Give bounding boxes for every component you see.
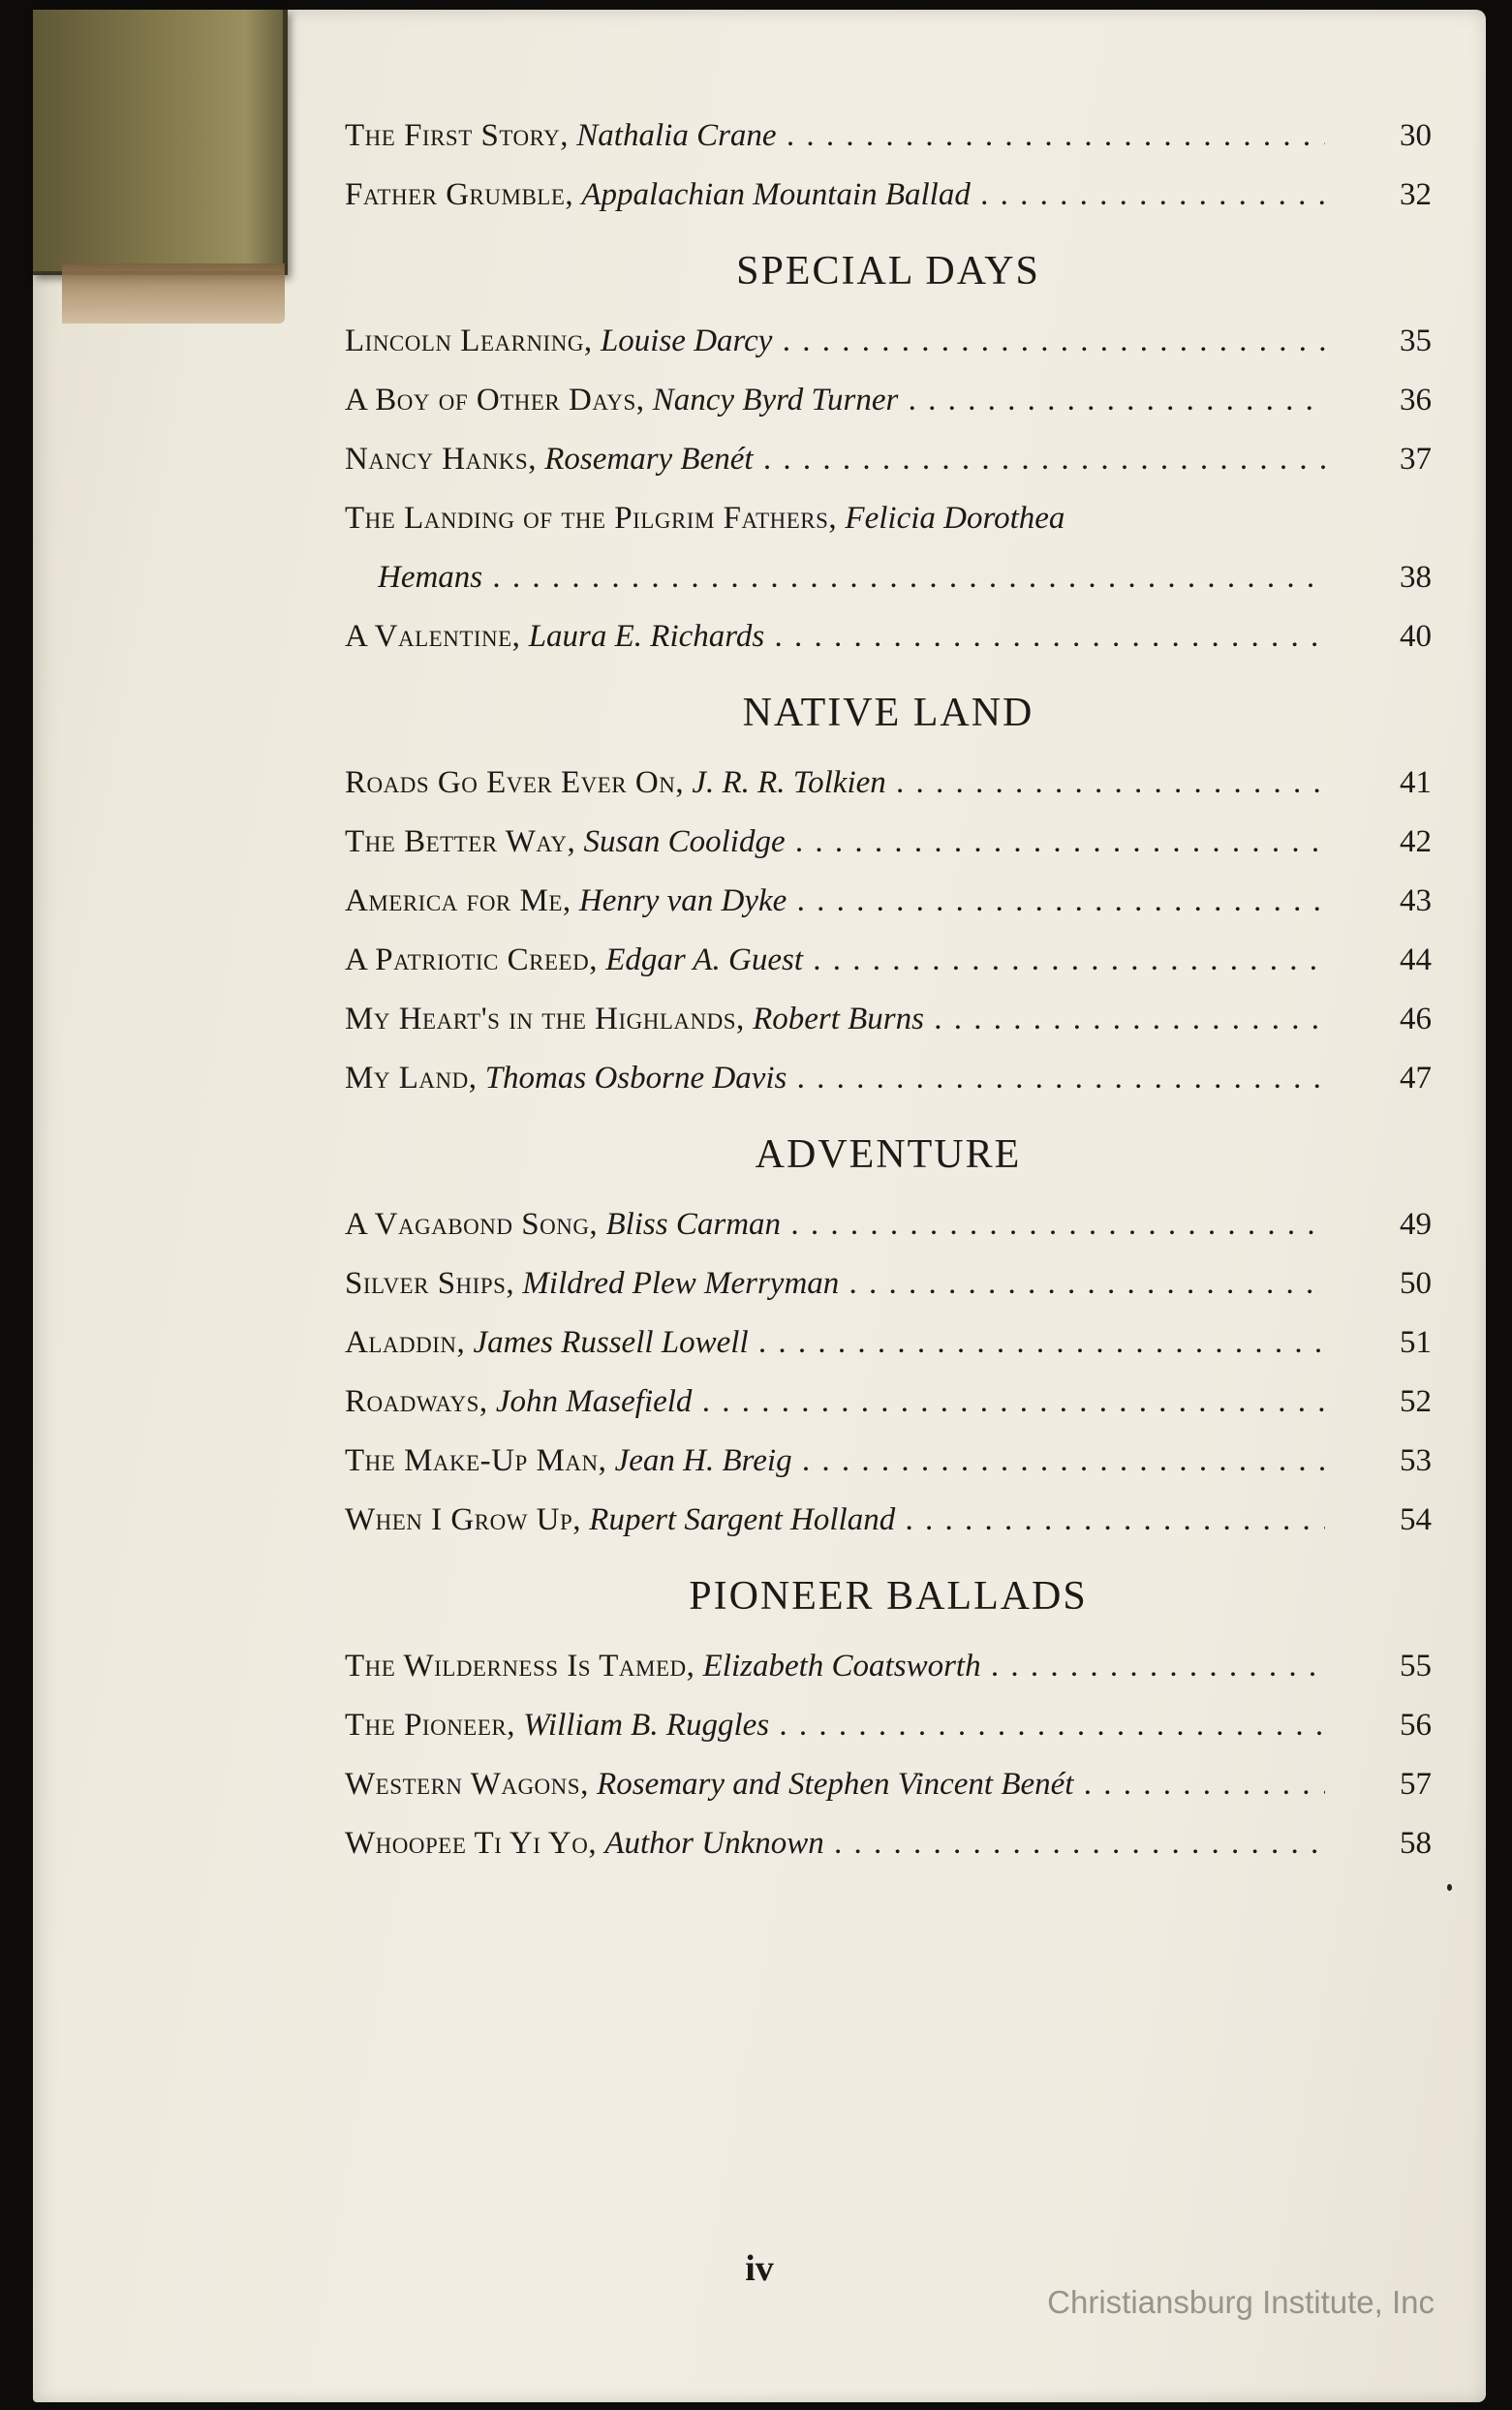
section-heading-native-land: NATIVE LAND	[742, 691, 1034, 735]
toc-entry	[345, 430, 1432, 489]
entry-title: The Landing of the Pilgrim Fathers,	[345, 501, 838, 536]
entry-title: The Better Way,	[345, 824, 576, 859]
entry-title: My Heart's in the Highlands,	[345, 1002, 745, 1036]
entry-title: Father Grumble,	[345, 177, 574, 212]
toc-entry	[345, 166, 1432, 225]
entry-author: Mildred Plew Merryman	[522, 1266, 840, 1301]
entry-title: The Make-Up Man,	[345, 1443, 607, 1478]
entry-author: Nancy Byrd Turner	[652, 383, 899, 417]
toc-entry	[345, 107, 1432, 166]
entry-author: Felicia Dorothea	[845, 501, 1065, 536]
entry-author: William B. Ruggles	[523, 1708, 770, 1743]
entry-page-number: 32	[1400, 177, 1432, 212]
watermark-text: Christiansburg Institute, Inc	[1047, 2284, 1435, 2320]
toc-entry	[345, 990, 1432, 1049]
entry-title: A Patriotic Creed,	[345, 942, 598, 977]
entry-title: America for Me,	[345, 883, 571, 918]
entry-title: The Wilderness Is Tamed,	[345, 1649, 695, 1684]
entry-page-number: 49	[1400, 1207, 1432, 1242]
entry-author: James Russell Lowell	[473, 1325, 749, 1360]
toc-entry	[345, 1432, 1432, 1491]
entry-author: J. R. R. Tolkien	[692, 765, 886, 800]
toc-entry	[345, 1637, 1432, 1696]
entry-page-number: 53	[1400, 1443, 1432, 1478]
section-heading-adventure: ADVENTURE	[755, 1132, 1022, 1177]
entry-author: Henry van Dyke	[578, 883, 787, 918]
entry-page-number: 55	[1400, 1649, 1432, 1684]
entry-author: John Masefield	[495, 1384, 693, 1419]
toc-entry	[345, 1491, 1432, 1550]
entry-page-number: 52	[1400, 1384, 1432, 1419]
entry-title: The First Story,	[345, 118, 570, 153]
entry-page-number: 42	[1400, 824, 1432, 859]
entry-page-number: 44	[1400, 942, 1432, 977]
toc-entry	[345, 312, 1432, 371]
entry-author: Edgar A. Guest	[605, 942, 804, 977]
entry-page-number: 54	[1400, 1502, 1432, 1537]
entry-author: Elizabeth Coatsworth	[702, 1649, 981, 1684]
entry-author: Laura E. Richards	[528, 619, 765, 654]
entry-author: Nathalia Crane	[576, 118, 777, 153]
entry-title: Roads Go Ever Ever On,	[345, 765, 685, 800]
table-of-contents	[345, 107, 1432, 1873]
paper-speck	[1447, 1884, 1452, 1891]
entry-author: Appalachian Mountain Ballad	[581, 177, 971, 212]
toc-entry	[345, 1254, 1432, 1313]
toc-entry	[345, 1313, 1432, 1373]
entry-author: Susan Coolidge	[583, 824, 786, 859]
entry-author: Robert Burns	[753, 1002, 924, 1036]
entry-page-number: 51	[1400, 1325, 1432, 1360]
toc-entry	[345, 754, 1432, 813]
page-tab-marker	[33, 10, 288, 275]
toc-entry	[345, 1696, 1432, 1755]
entry-title: Lincoln Learning,	[345, 324, 593, 358]
toc-entry	[345, 1195, 1432, 1254]
entry-title: A Boy of Other Days,	[345, 383, 645, 417]
entry-title: When I Grow Up,	[345, 1502, 582, 1537]
entry-page-number: 40	[1400, 619, 1432, 654]
entry-page-number: 43	[1400, 883, 1432, 918]
page-folio-number: iv	[745, 2248, 774, 2289]
entry-title: Whoopee Ti Yi Yo,	[345, 1826, 598, 1861]
toc-entry	[345, 1814, 1432, 1873]
entry-page-number: 46	[1400, 1002, 1432, 1036]
entry-page-number: 41	[1400, 765, 1432, 800]
section-heading-pioneer-ballads: PIONEER BALLADS	[689, 1574, 1088, 1619]
entry-title: Silver Ships,	[345, 1266, 515, 1301]
toc-entry	[345, 371, 1432, 430]
entry-title: Nancy Hanks,	[345, 442, 537, 477]
entry-page-number: 30	[1400, 118, 1432, 153]
entry-author-continued: Hemans	[378, 560, 483, 595]
entry-title: The Pioneer,	[345, 1708, 515, 1743]
entry-page-number: 38	[1400, 560, 1432, 595]
entry-page-number: 36	[1400, 383, 1432, 417]
toc-entry	[345, 607, 1432, 666]
page-tab-fold	[62, 263, 285, 324]
toc-entry	[345, 813, 1432, 872]
toc-entry	[345, 1049, 1432, 1108]
entry-page-number: 37	[1400, 442, 1432, 477]
toc-entry	[345, 489, 1432, 607]
entry-page-number: 35	[1400, 324, 1432, 358]
entry-page-number: 47	[1400, 1061, 1432, 1096]
entry-title: Western Wagons,	[345, 1767, 589, 1802]
toc-entry	[345, 931, 1432, 990]
entry-author: Bliss Carman	[605, 1207, 782, 1242]
entry-title: My Land,	[345, 1061, 478, 1096]
entry-title: A Valentine,	[345, 619, 521, 654]
entry-page-number: 58	[1400, 1826, 1432, 1861]
entry-title: Aladdin,	[345, 1325, 466, 1360]
entry-page-number: 57	[1400, 1767, 1432, 1802]
entry-author: Rupert Sargent Holland	[589, 1502, 896, 1537]
toc-entry	[345, 1755, 1432, 1814]
entry-author: Rosemary Benét	[544, 442, 754, 477]
entry-author: Jean H. Breig	[614, 1443, 792, 1478]
entry-page-number: 50	[1400, 1266, 1432, 1301]
entry-author: Louise Darcy	[600, 324, 773, 358]
entry-title: Roadways,	[345, 1384, 488, 1419]
entry-author: Thomas Osborne Davis	[484, 1061, 787, 1096]
entry-page-number: 56	[1400, 1708, 1432, 1743]
entry-author: Rosemary and Stephen Vincent Benét	[597, 1767, 1074, 1802]
toc-entry	[345, 872, 1432, 931]
toc-entry	[345, 1373, 1432, 1432]
section-heading-special-days: SPECIAL DAYS	[736, 249, 1040, 294]
entry-author: Author Unknown	[604, 1826, 824, 1861]
book-page	[33, 10, 1486, 2402]
entry-title: A Vagabond Song,	[345, 1207, 599, 1242]
